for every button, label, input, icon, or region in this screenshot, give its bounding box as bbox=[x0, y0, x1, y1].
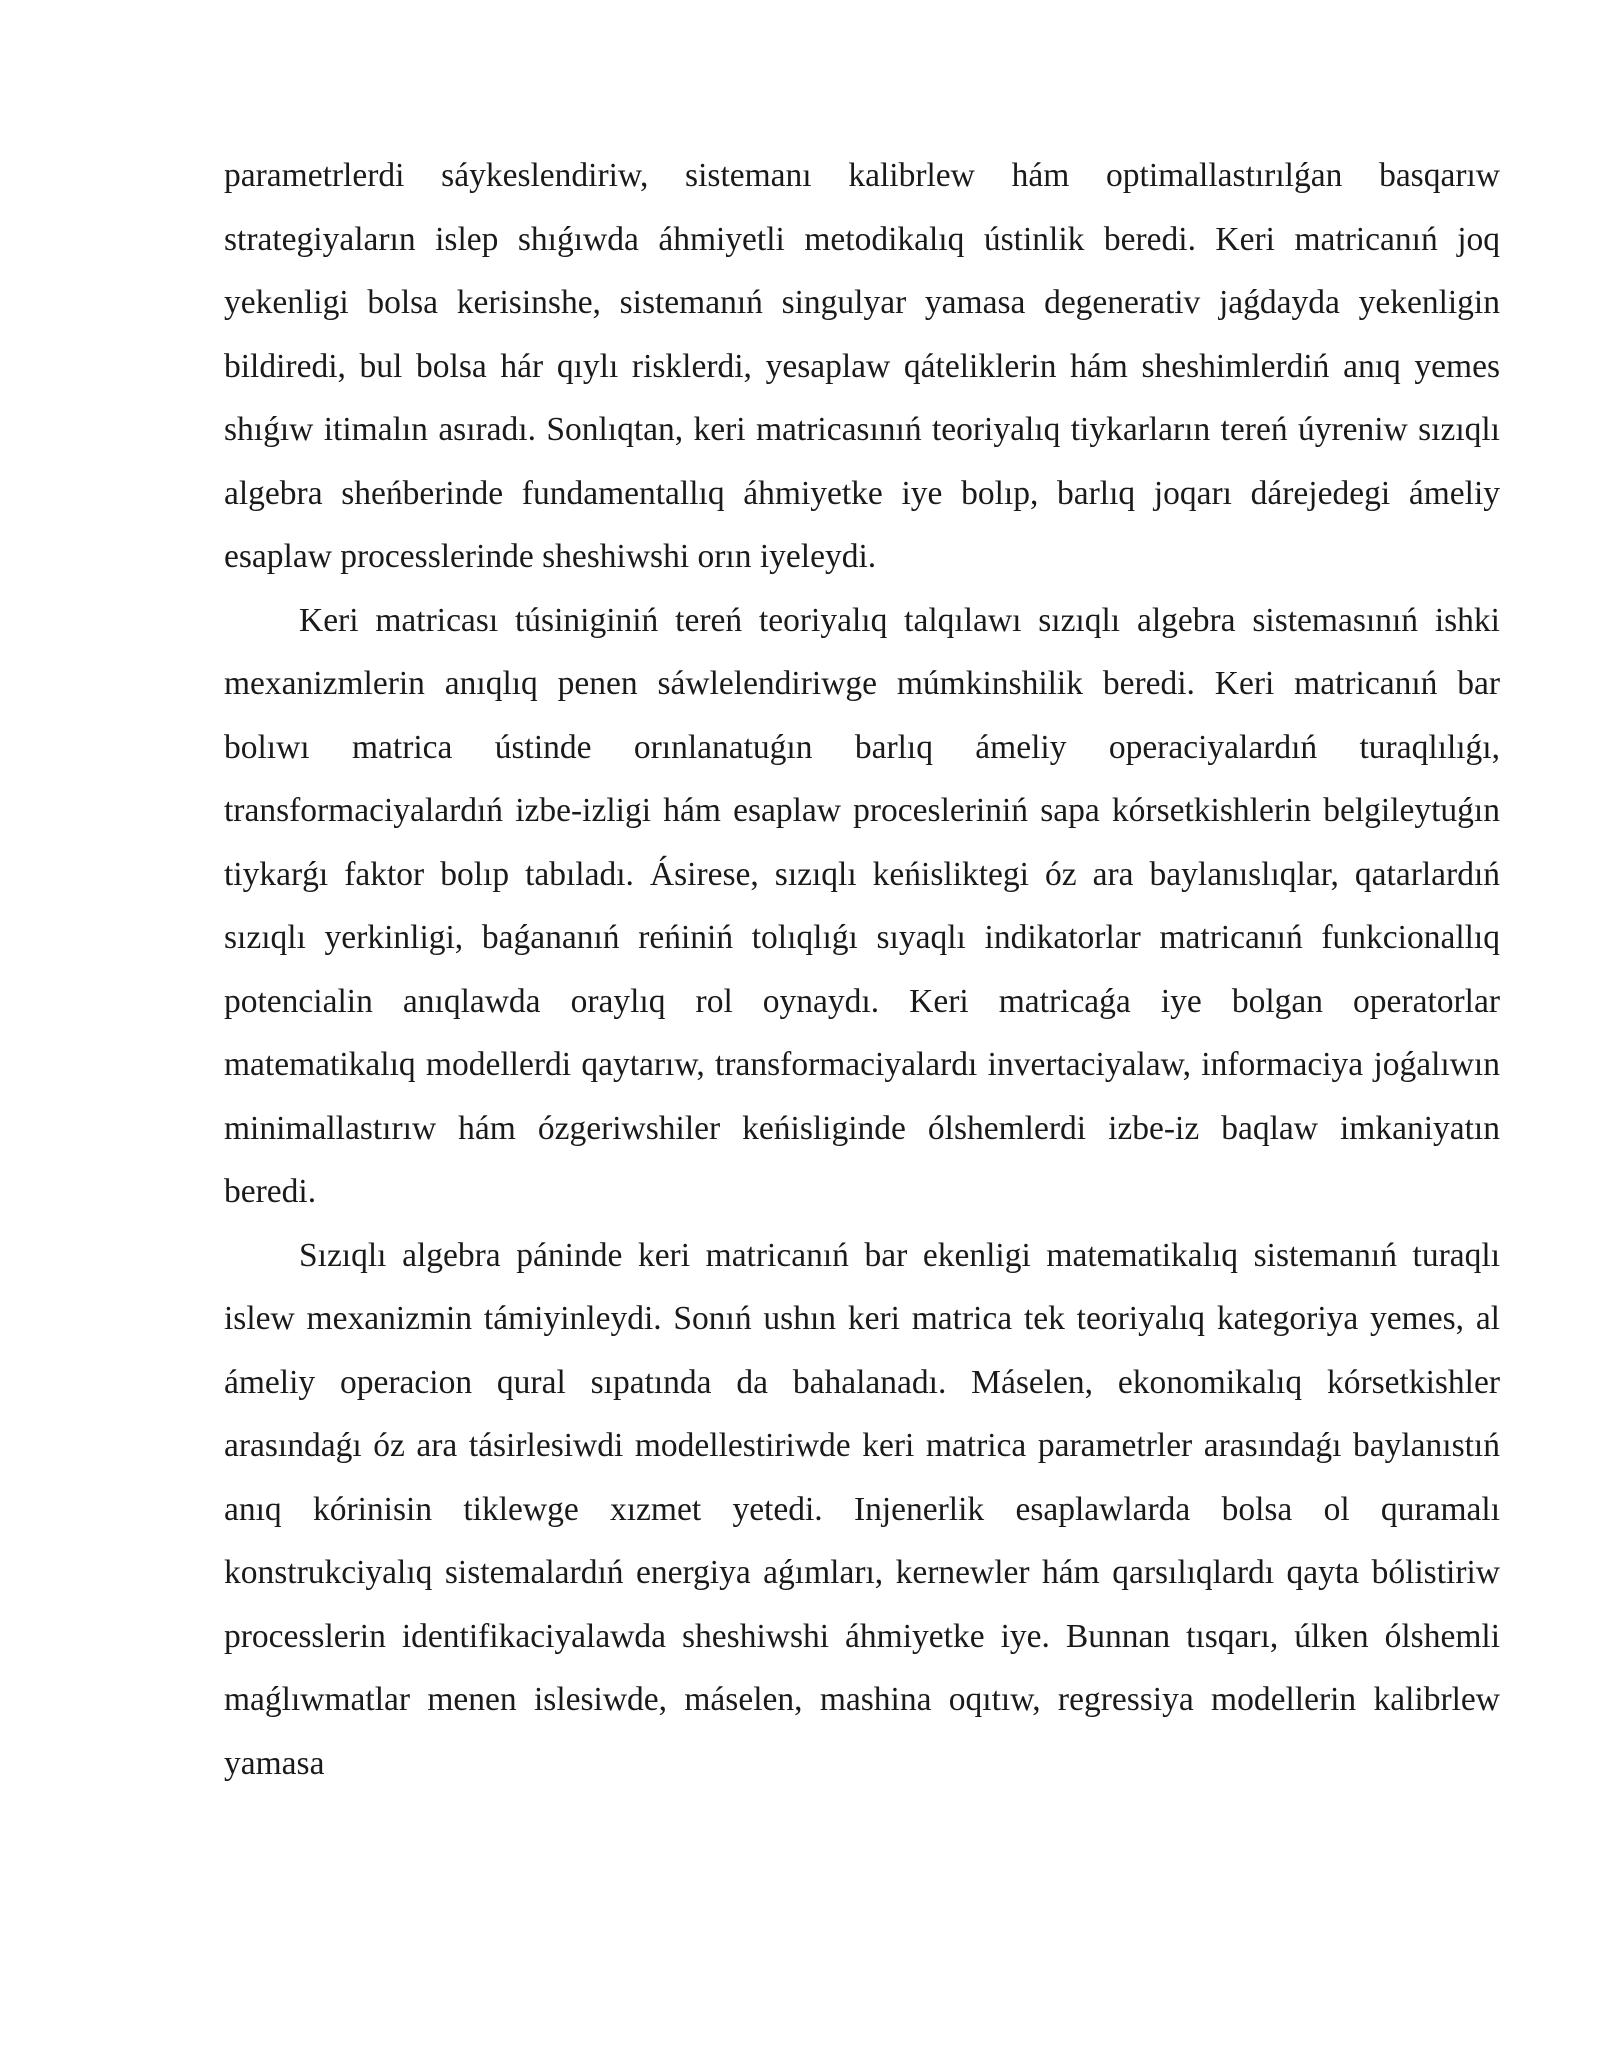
paragraph-2: Keri matricası túsiniginiń tereń teoriyalıq talqılawı sızıqlı algebra sistemasınıń ishki mexanizmlerin anıqlıq penen sáwlelendiriwge múmkinshilik beredi. Keri matricanıń bar bolıwı matrica ústinde orınlanatuǵın barlıq ámeliy operaciyalardıń turaqlılıǵı, transformaciyalardıń izbe-izligi hám esaplaw procesleriniń sapa kórsetkishlerin belgileytuǵın tiykarǵı faktor bolıp tabıladı. Ásirese, sızıqlı keńisliktegi óz ara baylanıslıqlar, qatarlardıń sızıqlı yerkinligi, baǵananıń reńiniń tolıqlıǵı sıyaqlı indikatorlar matricanıń funkcionallıq potencialin anıqlawda oraylıq rol oynaydı. Keri matricaǵa iye bolgan operatorlar matematikalıq modellerdi qaytarıw, transformaciyalardı invertaciyalaw, informaciya joǵalıwın minimallastırıw hám ózgeriwshiler keńisliginde ólshemlerdi izbe-iz baqlaw imkaniyatın beredi. bbox=[224, 601, 1500, 1210]
document-body bbox=[224, 144, 1500, 1795]
paragraph-1: parametrlerdi sáykeslendiriw, sistemanı kalibrlew hám optimallastırılǵan basqarıw strategiyaların islep shıǵıwda áhmiyetli metodikalıq ústinlik beredi. Keri matricanıń joq yekenligi bolsa kerisinshe, sistemanıń singulyar yamasa degenerativ jaǵdayda yekenligin bildiredi, bul bolsa hár qıylı risklerdi, yesaplaw qáteliklerin hám sheshimlerdiń anıq yemes shıǵıw itimalın asıradı. Sonlıqtan, keri matricasınıń teoriyalıq tiykarların tereń úyreniw sızıqlı algebra sheńberinde fundamentallıq áhmiyetke iye bolıp, barlıq joqarı dárejedegi ámeliy esaplaw processlerinde sheshiwshi orın iyeleydi. bbox=[224, 157, 1500, 575]
paragraph-3: Sızıqlı algebra páninde keri matricanıń bar ekenligi matematikalıq sistemanıń turaqlı islew mexanizmin támiyinleydi. Sonıń ushın keri matrica tek teoriyalıq kategoriya yemes, al ámeliy operacion qural sıpatında da bahalanadı. Máselen, ekonomikalıq kórsetkishler arasındaǵı óz ara tásirlesiwdi modellestiriwde keri matrica parametrler arasındaǵı baylanıstıń anıq kórinisin tiklewge xızmet yetedi. Injenerlik esaplawlarda bolsa ol quramalı konstrukciyalıq sistemalardıń energiya aǵımları, kernewler hám qarsılıqlardı qayta bólistiriw processlerin identifikaciyalawda sheshiwshi áhmiyetke iye. Bunnan tısqarı, úlken ólshemli maǵlıwmatlar menen islesiwde, máselen, mashina oqıtıw, regressiya modellerin kalibrlew yamasa bbox=[224, 1236, 1500, 1782]
